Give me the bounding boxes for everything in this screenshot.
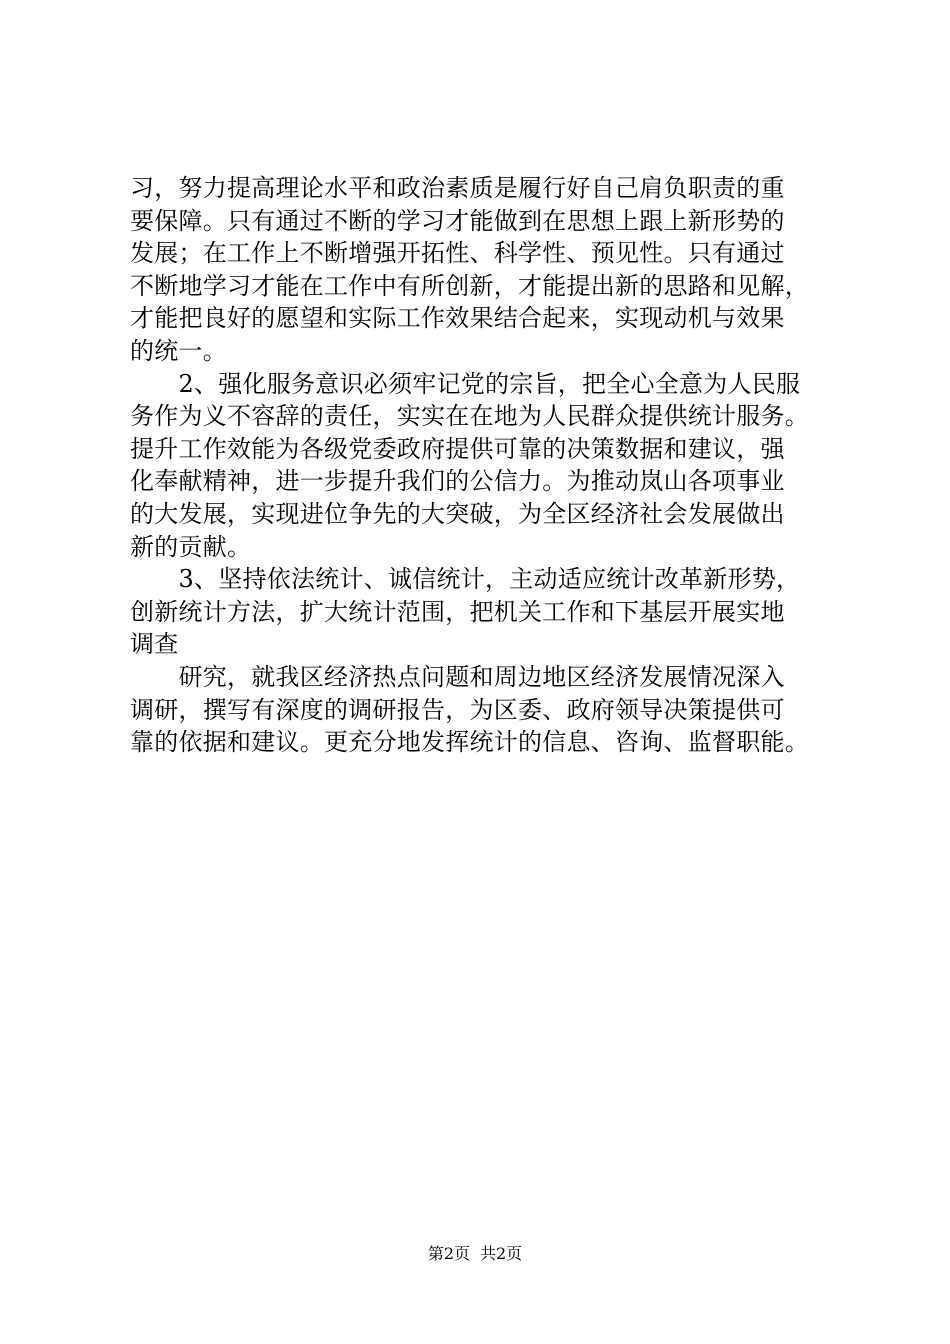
- document-body: [130, 172, 850, 759]
- text-line: 提升工作效能为各级党委政府提供可靠的决策数据和建议，强: [130, 434, 785, 463]
- text-line: 调研，撰写有深度的调研报告，为区委、政府领导决策提供可: [130, 695, 785, 724]
- text-line: 调查: [130, 630, 179, 659]
- page-footer: [0, 1244, 950, 1264]
- page-number: 第2页: [427, 1244, 470, 1263]
- text-line: 才能把良好的愿望和实际工作效果结合起来，实现动机与效果: [130, 304, 785, 333]
- text-line: 新的贡献。: [130, 532, 252, 561]
- page-total: 共2页: [480, 1244, 523, 1263]
- text-line: 不断地学习才能在工作中有所创新，才能提出新的思路和见解，: [130, 271, 809, 300]
- text-line: 发展；在工作上不断增强开拓性、科学性、预见性。只有通过: [130, 239, 785, 268]
- text-line: 的大发展，实现进位争先的大突破，为全区经济社会发展做出: [130, 499, 785, 528]
- text-line: 3、坚持依法统计、诚信统计，主动适应统计改革新形势，: [130, 565, 801, 594]
- text-line: 习，努力提高理论水平和政治素质是履行好自己肩负职责的重: [130, 174, 785, 202]
- text-line: 2、强化服务意识必须牢记党的宗旨，把全心全意为人民服: [130, 369, 801, 398]
- text-line: 创新统计方法，扩大统计范围，把机关工作和下基层开展实地: [130, 597, 785, 626]
- text-line: 要保障。只有通过不断的学习才能做到在思想上跟上新形势的: [130, 206, 785, 235]
- text-line: 务作为义不容辞的责任，实实在在地为人民群众提供统计服务。: [130, 402, 809, 431]
- text-line: 靠的依据和建议。更充分地发挥统计的信息、咨询、监督职能。: [130, 728, 809, 757]
- text-line: 的统一。: [130, 336, 227, 365]
- text-line: 化奉献精神，进一步提升我们的公信力。为推动岚山各项事业: [130, 467, 785, 496]
- text-line: 研究，就我区经济热点问题和周边地区经济发展情况深入: [130, 662, 785, 691]
